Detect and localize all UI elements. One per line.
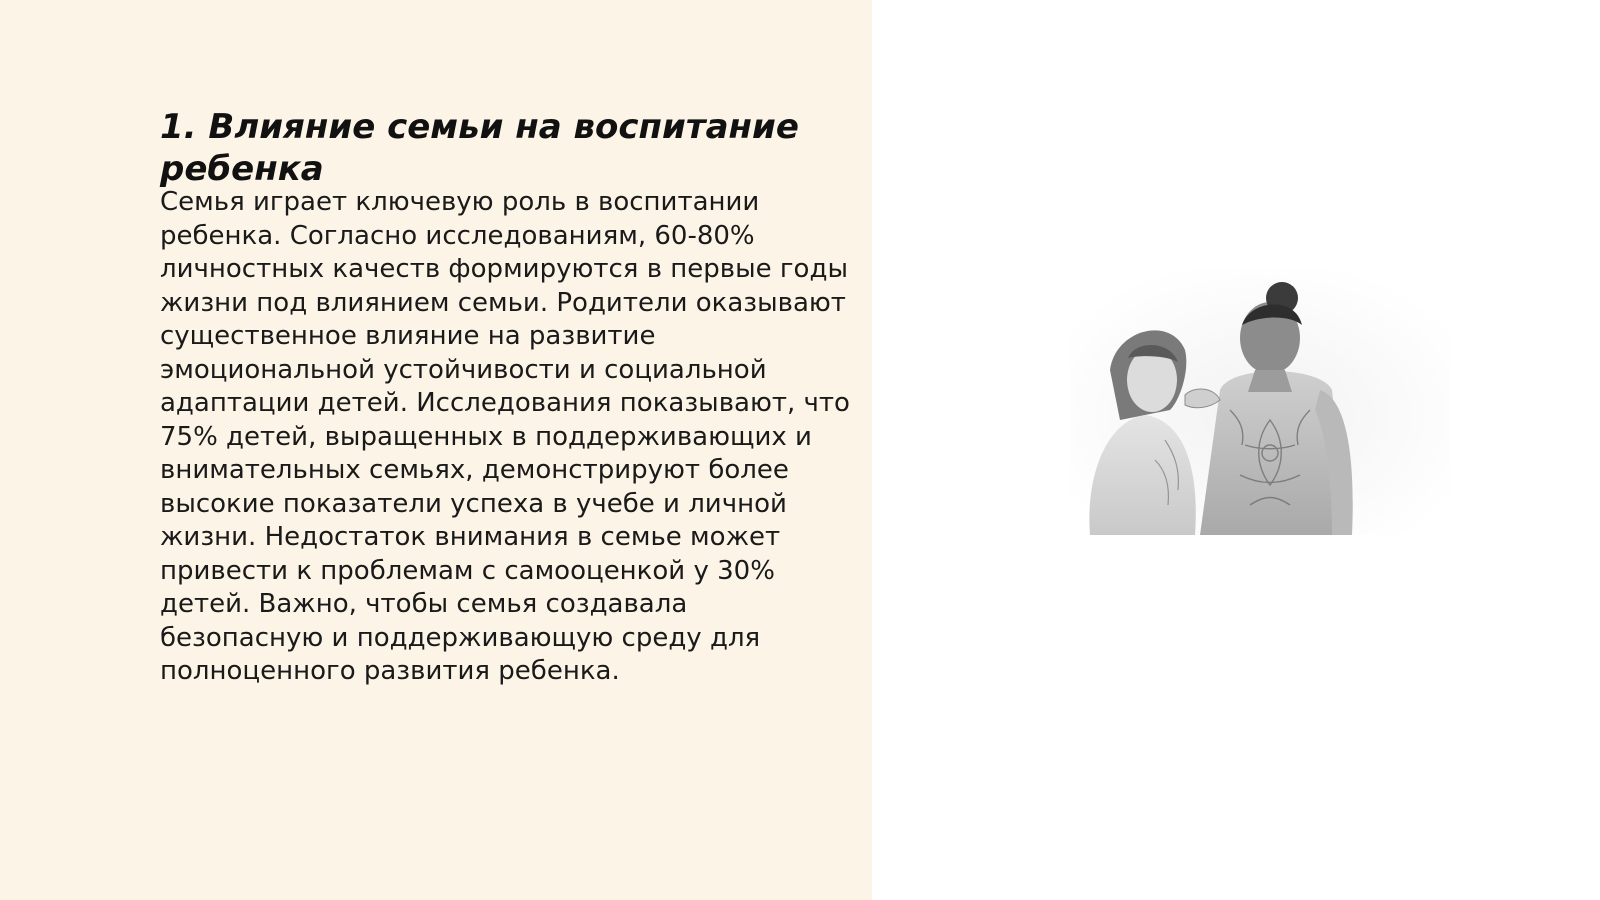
slide-title: 1. Влияние семьи на воспитание ребенка [160,107,799,189]
couple-photo [1070,270,1450,535]
slide-body-text: Семья играет ключевую роль в воспитании ребенка. Согласно исследованиям, 60-80% личностных качеств формируются в первые годы жизни под влиянием семьи. Родители оказывают существенное влияние на развитие эмоциональной устойчивости и социальной адаптации детей. Исследования показывают, что 75% детей, выращенных в поддерживающих и внимательных семьях, демонстрируют более высокие показатели успеха в учебе и личной жизни. Недостаток внимания в семье может привести к проблемам с самооценкой у 30% детей. Важно, чтобы семья создавала безопасную и поддерживающую среду для полноценного развития ребенка. [160,187,850,686]
